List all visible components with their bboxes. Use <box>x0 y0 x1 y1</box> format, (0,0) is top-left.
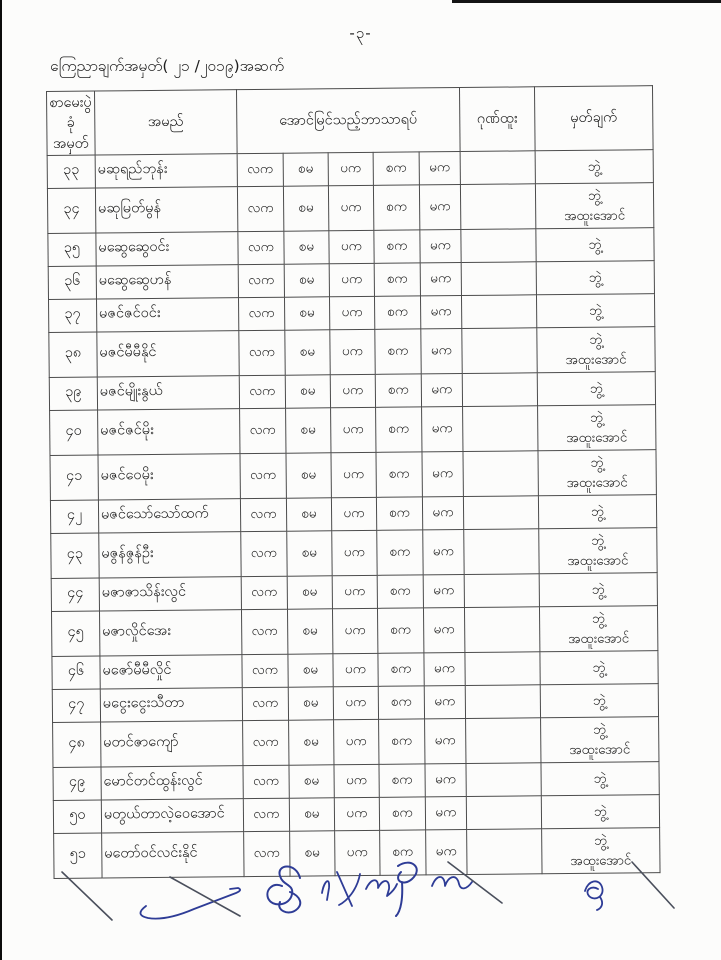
roll-number-cell: ၄၈ <box>53 722 101 767</box>
remark-degree: ဘွဲ့ <box>593 770 607 787</box>
student-name-cell: မဇာဇာသိန်းလွင် <box>99 577 241 611</box>
remark-cell <box>541 795 659 829</box>
subject-cell: မက <box>421 328 462 373</box>
subject-cell: ပက <box>328 152 373 185</box>
roll-number-cell: ၃၃ <box>47 155 95 188</box>
subject-cell: လက <box>237 153 283 186</box>
subject-cell: စမ <box>284 297 329 330</box>
remark-cell <box>541 762 659 796</box>
roll-number-cell: ၄၃ <box>51 533 99 578</box>
roll-number-cell: ၃၅ <box>48 233 96 266</box>
subject-cell: ပက <box>335 830 380 875</box>
honors-cell <box>464 574 539 608</box>
remark-degree: ဘွဲ့ <box>592 659 606 676</box>
header-remark: မှတ်ချက် <box>535 86 654 151</box>
subject-cell: စမ <box>289 798 334 831</box>
remark-degree: ဘွဲ့ <box>588 236 602 253</box>
remark-cell <box>535 150 653 184</box>
subject-cell: စက <box>379 719 425 764</box>
subject-cell: စက <box>379 797 425 830</box>
remark-degree: ဘွဲ့ <box>593 721 607 738</box>
remark-cell <box>539 573 657 607</box>
honors-cell <box>466 763 541 797</box>
subject-cell: လက <box>240 453 286 498</box>
subject-cell: စက <box>375 374 421 407</box>
student-name-cell: မဇင်ဇင်ဝင်း <box>96 298 238 332</box>
remark-special-pass: အထူးအောင် <box>570 852 632 869</box>
subject-cell: စက <box>374 230 420 263</box>
subject-cell: လက <box>240 408 286 453</box>
page-number: -၃- <box>349 24 372 42</box>
subject-cell: မက <box>421 373 462 406</box>
header-roll-line2: ခုံအမှတ် <box>53 115 89 152</box>
honors-cell <box>463 406 538 452</box>
student-name-cell: မဇာလှိုင်အေး <box>99 610 241 656</box>
subject-cell: လက <box>239 375 285 408</box>
subject-cell: ပက <box>331 497 376 530</box>
subject-cell: စမ <box>285 375 330 408</box>
student-name-cell: မဆွေဆွေဟန် <box>96 265 238 299</box>
subject-cell: စမ <box>284 264 329 297</box>
remark-degree: ဘွဲ့ <box>591 503 605 520</box>
subject-cell: မက <box>424 685 465 718</box>
subject-cell: စက <box>374 296 420 329</box>
remark-cell <box>539 528 657 574</box>
honors-cell <box>465 652 540 686</box>
student-name-cell: မဇွန်ဇွန်ဦး <box>99 532 241 578</box>
subject-cell: မက <box>420 262 461 295</box>
signature-mark <box>366 880 397 896</box>
roll-number-cell: ၄၅ <box>51 611 99 656</box>
remark-cell <box>540 684 658 718</box>
scan-edge-artifact-top <box>452 0 721 3</box>
subject-cell: စက <box>377 608 423 653</box>
subject-cell: စက <box>373 152 419 185</box>
subject-cell: လက <box>242 654 288 687</box>
student-name-cell: မဇင်ဝေမိုး <box>98 454 240 500</box>
roll-number-cell: ၃၄ <box>47 188 95 233</box>
subject-cell: စက <box>373 185 419 230</box>
results-table-container <box>46 85 660 879</box>
remark-cell <box>541 717 659 763</box>
roll-number-cell: ၅၁ <box>54 833 102 878</box>
subject-cell: မက <box>420 295 461 328</box>
header-passed-subjects: အောင်မြင်သည့်ဘာသာရပ် <box>236 88 460 154</box>
subject-cell: စက <box>377 530 423 575</box>
subject-cell: စမ <box>289 765 334 798</box>
roll-number-cell: ၃၇ <box>49 299 97 332</box>
roll-number-cell: ၃၈ <box>49 332 97 377</box>
subject-cell: စမ <box>289 720 334 765</box>
honors-cell <box>462 328 537 374</box>
scan-edge-artifact-left <box>0 0 2 960</box>
subject-cell: စက <box>378 653 424 686</box>
honors-cell <box>460 184 535 230</box>
remark-degree: ဘွဲ့ <box>588 269 602 286</box>
subject-cell: လက <box>243 720 289 765</box>
table-row <box>47 183 653 234</box>
subject-cell: လက <box>244 831 290 876</box>
honors-cell <box>464 529 539 575</box>
remark-special-pass: အထူးအောင် <box>566 474 628 491</box>
subject-cell: လက <box>238 297 284 330</box>
table-row <box>54 828 660 879</box>
remark-special-pass: အထူးအောင် <box>569 741 631 758</box>
subject-cell: စက <box>378 686 424 719</box>
subject-cell: စမ <box>286 453 331 498</box>
subject-cell: လက <box>240 498 286 531</box>
subject-cell: စက <box>376 452 422 497</box>
subject-cell: ပက <box>331 452 376 497</box>
signature-mark <box>585 881 603 910</box>
remark-cell <box>536 261 654 295</box>
announcement-title: ကြေညာချက်အမှတ်( ၂၁ /၂၀၁၉)အဆက် <box>50 57 285 75</box>
header-roll-line1: စာမေးပွဲ <box>49 94 92 111</box>
remark-degree: ဘွဲ့ <box>591 532 605 549</box>
remark-cell <box>540 651 658 685</box>
subject-cell: လက <box>238 264 284 297</box>
remark-degree: ဘွဲ့ <box>587 158 601 175</box>
subject-cell: မက <box>424 652 465 685</box>
subject-cell: စက <box>380 830 426 875</box>
subject-cell: လက <box>243 798 289 831</box>
subject-cell: စမ <box>286 408 331 453</box>
student-name-cell: မတော်ဝင်လင်းနိုင် <box>102 832 244 878</box>
roll-number-cell: ၄၆ <box>52 656 100 689</box>
remark-cell <box>537 327 655 373</box>
roll-number-cell: ၄၄ <box>51 578 99 611</box>
subject-cell: စမ <box>287 531 332 576</box>
subject-cell: ပက <box>334 764 379 797</box>
honors-cell <box>467 829 542 875</box>
subject-cell: ပက <box>332 530 377 575</box>
subject-cell: လက <box>242 687 288 720</box>
subject-cell: လက <box>243 765 289 798</box>
remark-degree: ဘွဲ့ <box>589 331 603 348</box>
subject-cell: ပက <box>334 719 379 764</box>
header-name: အမည် <box>95 90 238 155</box>
remark-cell <box>540 606 658 652</box>
subject-cell: ပက <box>332 608 377 653</box>
student-name-cell: မဆုမြတ်မွန် <box>95 187 237 233</box>
remark-cell <box>537 294 655 328</box>
student-name-cell: မဆုရည်ဘုန်း <box>95 154 237 188</box>
subject-cell: မက <box>422 406 463 451</box>
subject-cell: မက <box>425 718 466 763</box>
student-name-cell: မတင်ဇာကျော် <box>101 721 243 767</box>
honors-cell <box>462 295 537 329</box>
remark-special-pass: အထူးအောင် <box>566 429 628 446</box>
subject-cell: မက <box>423 529 464 574</box>
remark-degree: ဘွဲ့ <box>590 454 604 471</box>
table-row <box>50 405 656 456</box>
remark-special-pass: အထူးအောင် <box>564 207 626 224</box>
student-name-cell: မဇင်မီမီနိုင် <box>97 331 239 377</box>
pen-slash-mark <box>62 872 112 920</box>
roll-number-cell: ၄၉ <box>53 767 101 800</box>
header-honors: ဂုဏ်ထူး <box>460 87 536 152</box>
table-row <box>53 717 659 768</box>
honors-cell <box>463 496 538 530</box>
remark-cell <box>542 828 660 874</box>
subject-cell: မက <box>423 574 464 607</box>
table-row <box>50 450 656 501</box>
subject-cell: မက <box>425 763 466 796</box>
remark-degree: ဘွဲ့ <box>589 380 603 397</box>
remark-cell <box>535 183 653 229</box>
honors-cell <box>465 685 540 719</box>
subject-cell: ပက <box>334 797 379 830</box>
subject-cell: ပက <box>333 653 378 686</box>
remark-degree: ဘွဲ့ <box>591 581 605 598</box>
subject-cell: လက <box>241 576 287 609</box>
header-row <box>47 86 654 156</box>
subject-cell: မက <box>422 451 463 496</box>
honors-cell <box>466 718 541 764</box>
subject-cell: စက <box>376 497 422 530</box>
subject-cell: မက <box>419 151 460 184</box>
student-name-cell: မတွယ်တာလဲ့ဝေအောင် <box>101 799 243 833</box>
subject-cell: စမ <box>284 231 329 264</box>
remark-degree: ဘွဲ့ <box>592 610 606 627</box>
table-row <box>51 528 657 579</box>
table-row <box>49 327 655 378</box>
student-name-cell: မဇင်မျိုးနွယ် <box>97 376 239 410</box>
remark-degree: ဘွဲ့ <box>594 832 608 849</box>
subject-cell: စက <box>377 575 423 608</box>
student-name-cell: မဇင်သော်သော်ထက် <box>98 499 240 533</box>
subject-cell: မက <box>423 607 464 652</box>
subject-cell: ပက <box>328 185 373 230</box>
remark-degree: ဘွဲ့ <box>587 187 602 204</box>
roll-number-cell: ၅၀ <box>53 800 101 833</box>
results-table-body <box>47 150 660 879</box>
subject-cell: ပက <box>330 374 375 407</box>
remark-cell <box>536 228 654 262</box>
roll-number-cell: ၄၇ <box>52 689 100 722</box>
remark-special-pass: အထူးအောင် <box>567 552 629 569</box>
remark-special-pass: အထူးအောင် <box>568 630 630 647</box>
subject-cell: စက <box>379 764 425 797</box>
subject-cell: စမ <box>287 609 332 654</box>
subject-cell: ပက <box>329 230 374 263</box>
subject-cell: ပက <box>331 407 376 452</box>
subject-cell: မက <box>425 796 466 829</box>
remark-cell <box>538 405 656 451</box>
header-roll-number <box>47 91 96 155</box>
results-table <box>46 85 661 879</box>
subject-cell: လက <box>241 609 287 654</box>
student-name-cell: မဆွေဆွေဝင်း <box>96 232 238 266</box>
remark-special-pass: အထူးအောင် <box>565 351 627 368</box>
subject-cell: ပက <box>332 575 377 608</box>
student-name-cell: မဇင်ဇင်မိုး <box>98 409 240 455</box>
roll-number-cell: ၄၁ <box>50 455 98 500</box>
subject-cell: လက <box>239 330 285 375</box>
subject-cell: စမ <box>287 576 332 609</box>
signature-mark <box>432 877 472 888</box>
student-name-cell: မောင်တင်ထွန်းလွင် <box>101 766 243 800</box>
signature-mark <box>322 872 360 906</box>
table-row <box>51 606 657 657</box>
subject-cell: ပက <box>329 263 374 296</box>
roll-number-cell: ၄၀ <box>50 410 98 455</box>
remark-cell <box>538 450 656 496</box>
honors-cell <box>462 373 537 407</box>
student-name-cell: မငွေးငွေးသီတာ <box>100 688 242 722</box>
roll-number-cell: ၄၂ <box>50 500 98 533</box>
subject-cell: စမ <box>286 498 331 531</box>
pen-slash-mark <box>170 877 240 916</box>
remark-degree: ဘွဲ့ <box>593 803 608 820</box>
subject-cell: မက <box>420 229 461 262</box>
honors-cell <box>461 262 536 296</box>
roll-number-cell: ၃၆ <box>48 266 96 299</box>
subject-cell: မက <box>422 496 463 529</box>
remark-cell <box>538 495 656 529</box>
subject-cell: ပက <box>330 329 375 374</box>
subject-cell: စမ <box>290 831 335 876</box>
student-name-cell: မဇော်မီမီလှိုင် <box>100 655 242 689</box>
honors-cell <box>466 796 541 830</box>
remark-cell <box>537 372 655 406</box>
subject-cell: စမ <box>288 687 333 720</box>
honors-cell <box>463 451 538 497</box>
subject-cell: စမ <box>285 330 330 375</box>
honors-cell <box>465 607 540 653</box>
subject-cell: ပက <box>329 296 374 329</box>
signature-mark <box>140 888 240 919</box>
subject-cell: လက <box>241 531 287 576</box>
remark-degree: ဘွဲ့ <box>592 692 606 709</box>
subject-cell: မက <box>426 829 467 874</box>
subject-cell: လက <box>238 231 284 264</box>
subject-cell: မက <box>419 184 460 229</box>
subject-cell: စမ <box>283 186 328 231</box>
subject-cell: စမ <box>283 153 328 186</box>
subject-cell: စမ <box>288 654 333 687</box>
subject-cell: စက <box>376 407 422 452</box>
subject-cell: စက <box>374 263 420 296</box>
remark-degree: ဘွဲ့ <box>589 302 603 319</box>
remark-degree: ဘွဲ့ <box>590 409 604 426</box>
subject-cell: စက <box>375 329 421 374</box>
subject-cell: ပက <box>333 686 378 719</box>
honors-cell <box>460 151 535 185</box>
honors-cell <box>461 229 536 263</box>
subject-cell: လက <box>237 186 283 231</box>
roll-number-cell: ၃၉ <box>49 377 97 410</box>
